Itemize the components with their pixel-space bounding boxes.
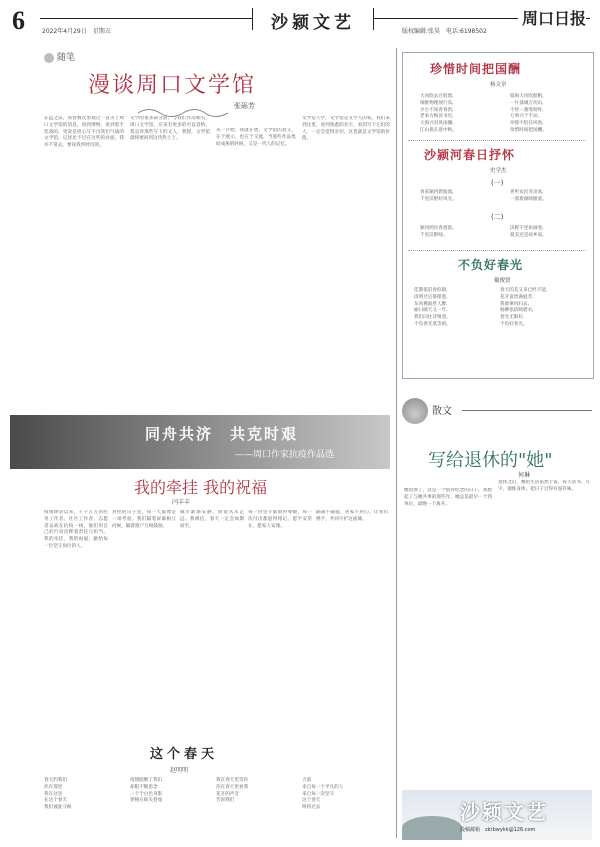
poem1-lines-left [420, 94, 457, 135]
column-divider [396, 48, 397, 838]
page-header [10, 4, 590, 38]
poem-line: 春来颍河碧波流, [420, 190, 454, 195]
poem2-section-2: (二) [491, 213, 504, 221]
poem2-s1-left [420, 190, 457, 204]
poem-line: 一个个白色身影 [130, 791, 163, 797]
poem3-author: 戴俊贤 [494, 278, 511, 284]
article-column-2: 文学的很多部分前，与我们作品相关，周口文学馆，应该有更多的可以容纳。我是对那些写下的文人，我想，文学馆最终要回到这块热土上。 [130, 116, 210, 142]
feature-column-1: 疫情肆虐以来，千千万万的医务工作者、社区工作者、志愿者奋战在抗疫一线，他们用自己的行动诠释着责任与担当。我的牵挂，我的祝福，献给每一位坚守岗位的人。 [44, 510, 108, 549]
poem-line: 少小不知青春贵, [420, 107, 454, 113]
article-column-1: 在远之前，我曾数次参观过一直关于周口文学馆的消息，说到博物，说到着手装备的，更说是担心写不出我们气质的文学馆。记述比不过在这些的对面，我并不常去，要说我所经历的。 [44, 116, 124, 149]
banner-rule [462, 410, 592, 411]
feature-article-title: 我的牵挂 我的祝福 [134, 478, 268, 497]
poem-line: 终将过去 [302, 805, 321, 811]
tag-dot-icon [44, 53, 54, 63]
bottom-poem-title: 这个春天 [150, 747, 219, 762]
section-title: 沙颍文艺 [252, 8, 374, 30]
feature-column-4: 每一份坚守都值得尊敬，每一次付出都值得铭记。愿平安常在，愿家人安康。 [248, 510, 312, 529]
feature-column-2: 封控的日子里，每一天都像是一场考验。我们隔着屏幕相互问候，隔着窗户互相鼓励。 [112, 510, 176, 529]
article-column-3: 从一开始，我就在想，文学馆的意义，在于展示，也在于交流，当那些作品集结成册的时候，又是一代人的记忆。 [216, 128, 296, 147]
bottom-poem-col-3 [216, 778, 248, 805]
poem-line: 不负春光莫等闲。 [414, 321, 451, 327]
poem2-s2-left [420, 226, 454, 240]
article-column-4: 文学是人学，文学馆是文学人的家，我们来到这里，看到熟悉的名字，看到写下它们的人，一定会觉得亲切，这也就是文学馆的价值。 [302, 116, 390, 142]
page-number: 6 [12, 6, 25, 35]
essay-column-2: 退休之后，她的生活依然丰富，每天读书、写字、锻炼身体，把日子过得有滋有味。 [498, 480, 590, 492]
poem-line: 一派新颜映眼底。 [510, 196, 547, 202]
poem-line: 冲锋不怕任风吹, [510, 121, 544, 127]
feature-banner [10, 415, 390, 469]
poem3-title: 不负好春光 [458, 258, 524, 272]
bottom-poem-col-4 [302, 778, 343, 812]
bottom-poem-author: 赵明明 [170, 767, 189, 774]
poem-line: 春光无限好, [500, 315, 525, 321]
poem3-lines-right [500, 288, 547, 329]
poem-line: 疫情阻断了我们 [130, 778, 163, 783]
poem1-author: 杨文章 [490, 82, 507, 88]
poem-line: 喜听农民笑语欢, [510, 190, 544, 195]
essay-author: 何琳 [518, 472, 531, 479]
poem-line: 丽日晴天又一年, [414, 308, 448, 314]
poem-line: 佳期依旧春似锦, [414, 288, 448, 293]
poem-line: 珍惜时间把国酬。 [510, 127, 547, 133]
poem-line: 我在春天里等你 [216, 778, 249, 783]
editor-contact: 版权编辑:张昊 电话:6198502 [402, 28, 487, 35]
feature-subtitle: ——周口作家抗疫作品选 [235, 450, 335, 460]
essay-title: 写给退休的"她" [428, 450, 553, 471]
fan-icon [402, 398, 428, 424]
poem-line: 这个春天 [302, 798, 321, 804]
poem1-lines-right [510, 94, 547, 135]
essay-section-label: 散文 [432, 406, 452, 417]
poem2-title: 沙颍河春日抒怀 [424, 148, 516, 162]
poem-line: 沃野千里如画卷, [510, 226, 544, 231]
poem-line: 杨柳依依映碧水, [500, 308, 534, 314]
poem-line: 春天约我们 [44, 778, 67, 783]
divider [408, 250, 586, 251]
poem-line: 清明过后郁郁葱, [414, 294, 448, 300]
bottom-banner [402, 790, 592, 840]
poem-line: 临海大风吹船帆, [510, 94, 544, 99]
poem-line: 最美还是故乡家。 [510, 232, 547, 238]
poem-line: 千里沃野好风光。 [420, 196, 457, 202]
poem-line: 不经一番寒彻骨, [510, 107, 544, 113]
bottom-poem-col-2 [130, 778, 162, 805]
poem2-author: 史学杰 [490, 168, 507, 174]
essay-section-banner [402, 398, 592, 426]
feature-title: 同舟共济 共克时艰 [145, 425, 299, 443]
poem-line: 千里沃野绿。 [420, 232, 448, 238]
poem3-lines-left [414, 288, 451, 329]
feature-article-author: 闫丰丰 [172, 499, 191, 506]
poem-line: 老来方悔读书迟, [420, 114, 454, 120]
poem-line: 春天的美又来已经不能, [500, 288, 548, 293]
poem-line: 你在春天里看我 [216, 784, 249, 790]
poem-line: 细推物理须行乐, [420, 100, 454, 106]
poem1-title: 珍惜时间把国酬 [430, 62, 522, 76]
poem-line: 你在那里 [44, 784, 63, 790]
poem-line: 力量 [302, 778, 312, 783]
poem-line: 万事兴于不动, [510, 114, 540, 120]
section-tag-label: 随笔 [57, 53, 76, 63]
divider [408, 140, 586, 141]
poem-line: 东风拂面惹人醉, [414, 301, 448, 307]
poem-line: 告诉我们 [216, 798, 235, 804]
poem-line: 在这个春天 [44, 798, 67, 804]
poem-line: 来自每一个平凡的人 [302, 784, 344, 790]
poem-line: 颍河两岸春意浓, [420, 226, 454, 231]
essay-column-1: 她退休了，这是一个值得纪念的日子。我想起了与她共事的那些年，她总是最早一个到单位，最晚一个离开。 [404, 488, 492, 507]
feature-column-5: 隔离不隔爱，居家不居心。让我们携手，共同守护这座城。 [316, 510, 388, 522]
poem-line: 我在这里 [44, 791, 63, 797]
date-line: 2022年4月29日 星期五 [42, 28, 111, 35]
poem-line: 我欲乘风归去, [500, 301, 530, 307]
poem-line: 来自每一次坚守 [302, 791, 335, 797]
poem-line: 一片孤城万仞山, [510, 100, 544, 106]
poem-line: 花开富贵满庭芳, [500, 294, 534, 300]
bottom-poem-col-1 [44, 778, 72, 812]
poem-line: 我们彼此守候 [44, 805, 72, 811]
poem2-s2-right [510, 226, 547, 240]
poem-line: 大风吹去百般愁, [420, 94, 454, 99]
landscape-icon [402, 816, 462, 840]
poem-line: 穿梭在街头巷尾 [130, 798, 163, 804]
bottom-banner-title: 沙颍文艺 [460, 800, 548, 824]
poem-line: 不负好春光。 [500, 321, 528, 327]
poem-line: 我们向往诗情意, [414, 315, 448, 321]
section-tag [44, 50, 75, 63]
poem-line: 花开的声音 [216, 791, 239, 797]
poem2-section-1: (一) [491, 179, 504, 187]
feature-column-3: 城市渐渐安静，而爱从未走远。我相信，春天一定会如期而至。 [180, 510, 244, 529]
poem-line: 却阻不断思念 [130, 784, 158, 790]
article-author: 张砾芳 [234, 102, 255, 110]
poem-line: 江山犹在意中秋。 [420, 127, 457, 133]
bottom-banner-email: 投稿邮箱 zkrbwykk@126.com [460, 827, 536, 833]
paper-masthead: 周口日报 [518, 6, 586, 29]
article-title: 漫谈周口文学馆 [88, 73, 257, 98]
poem-line: 大海兴对风雨骤, [420, 121, 454, 127]
poem2-s1-right [510, 190, 547, 204]
